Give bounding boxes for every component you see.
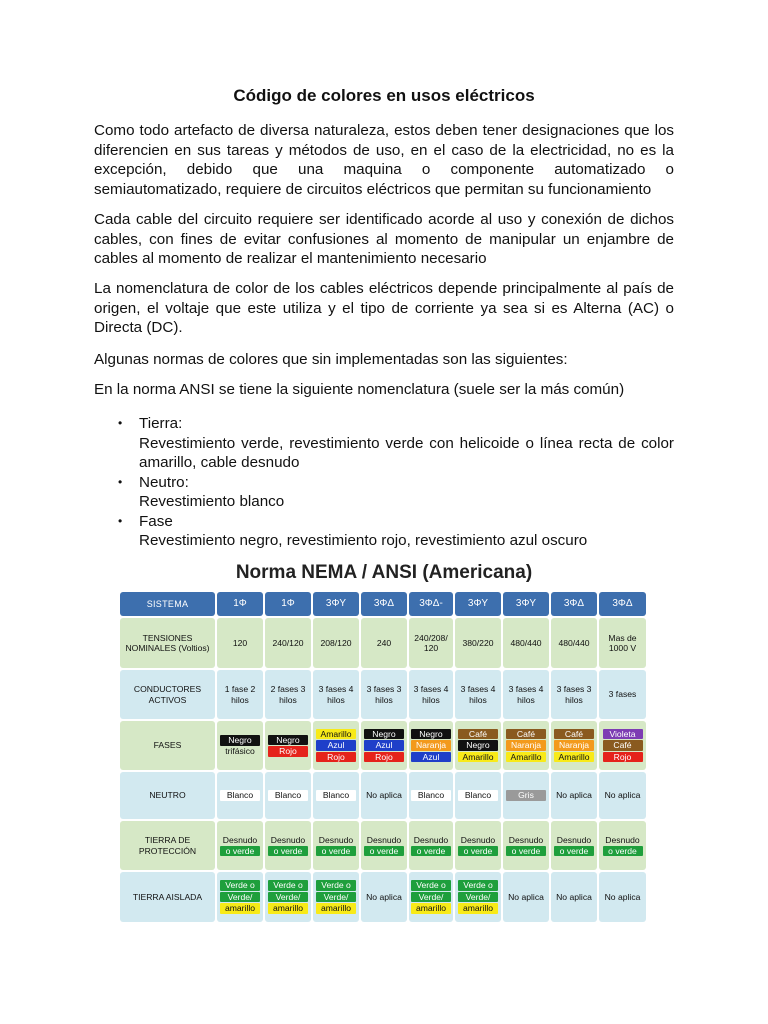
wire-color-tag: o verde bbox=[364, 846, 404, 857]
table-cell-conductores: 2 fases 3 hilos bbox=[265, 670, 311, 719]
bullet-label: Fase bbox=[139, 512, 173, 530]
wire-color-tag: Azul bbox=[364, 740, 404, 751]
bullet-text: Revestimiento negro, revestimiento rojo, revestimiento azul oscuro bbox=[139, 532, 588, 549]
wire-color-text: Desnudo bbox=[460, 834, 496, 845]
table-cell-tension: 240/120 bbox=[265, 618, 311, 668]
table-cell-tension: 240/208/ 120 bbox=[409, 618, 453, 668]
bullet-text: Revestimiento blanco bbox=[139, 493, 285, 510]
wire-color-tag: Amarillo bbox=[458, 752, 498, 763]
table-cell-neutro bbox=[551, 772, 597, 819]
bullet-icon: • bbox=[118, 474, 123, 489]
wire-color-tag: amarillo bbox=[316, 903, 356, 914]
wire-color-tag: Verde/ bbox=[220, 892, 260, 903]
wire-color-tag: o verde bbox=[220, 846, 260, 857]
wire-color-tag: amarillo bbox=[411, 903, 451, 914]
table-cell-conductores: 3 fases 4 hilos bbox=[409, 670, 453, 719]
wire-color-tag: Rojo bbox=[268, 746, 308, 757]
table-cell-tension: 480/440 bbox=[551, 618, 597, 668]
table-header-system: 3ΦΔ bbox=[599, 592, 646, 616]
table-row-label: CONDUCTORES ACTIVOS bbox=[120, 670, 215, 719]
table-cell-tierra-aislada bbox=[313, 872, 359, 922]
wire-color-tag: Blanco bbox=[411, 790, 451, 801]
table-header-system: 1Φ bbox=[265, 592, 311, 616]
table-cell-fases bbox=[313, 721, 359, 770]
wire-color-tag: Verde o bbox=[220, 880, 260, 891]
table-cell-tierra-proteccion bbox=[361, 821, 407, 870]
table-cell-conductores: 3 fases 4 hilos bbox=[503, 670, 549, 719]
wire-color-tag: o verde bbox=[506, 846, 546, 857]
table-row-label: TIERRA AISLADA bbox=[120, 872, 215, 922]
wire-color-tag: Negro bbox=[268, 735, 308, 746]
table-cell-tierra-proteccion bbox=[599, 821, 646, 870]
table-cell-conductores: 3 fases 4 hilos bbox=[455, 670, 501, 719]
table-cell-tierra-proteccion bbox=[313, 821, 359, 870]
table-cell-tierra-aislada bbox=[503, 872, 549, 922]
wire-color-tag: Verde o bbox=[316, 880, 356, 891]
table-header-system: 3ΦY bbox=[503, 592, 549, 616]
table-cell-fases bbox=[265, 721, 311, 770]
table-cell-tension: Mas de 1000 V bbox=[599, 618, 646, 668]
table-cell-neutro bbox=[503, 772, 549, 819]
wire-color-tag: Amarillo bbox=[506, 752, 546, 763]
wire-color-text: Desnudo bbox=[222, 834, 258, 845]
wire-color-text: Desnudo bbox=[605, 834, 640, 845]
table-cell-tierra-proteccion bbox=[265, 821, 311, 870]
table-cell-conductores: 1 fase 2 hilos bbox=[217, 670, 263, 719]
wire-color-tag: Blanco bbox=[316, 790, 356, 801]
bullet-text: Revestimiento verde, revestimiento verde con helicoide o línea recta de color amarillo, cable desnudo bbox=[139, 434, 674, 471]
table-cell-fases bbox=[409, 721, 453, 770]
bullet-label: Tierra: bbox=[139, 415, 183, 432]
table-cell-conductores: 3 fases 3 hilos bbox=[551, 670, 597, 719]
wire-color-tag: Café bbox=[554, 729, 594, 740]
wire-color-tag: o verde bbox=[554, 846, 594, 857]
list-item-fase bbox=[118, 512, 674, 551]
table-cell-neutro bbox=[599, 772, 646, 819]
wire-color-tag: o verde bbox=[316, 846, 356, 857]
table-cell-tierra-aislada bbox=[409, 872, 453, 922]
table-cell-conductores: 3 fases bbox=[599, 670, 646, 719]
table-header-sistema: SISTEMA bbox=[120, 592, 215, 616]
wire-color-tag: Verde/ bbox=[458, 892, 498, 903]
wire-color-tag: Café bbox=[603, 740, 643, 751]
table-cell-fases bbox=[217, 721, 263, 770]
nema-ansi-table bbox=[120, 592, 646, 924]
paragraph-intro: Como todo artefacto de diversa naturaleza, estos deben tener designaciones que los diferencien en sus tareas y métodos de uso, en el caso de la electricidad, no es la excepción, debido que una maquina o componente automatizado o semiautomatizado, requiere de circuitos eléctricos que permitan su funcionamiento bbox=[94, 122, 674, 198]
table-cell-neutro bbox=[361, 772, 407, 819]
wire-color-text: Desnudo bbox=[508, 834, 544, 845]
wire-color-tag: Verde o bbox=[458, 880, 498, 891]
wire-color-tag: No aplica bbox=[366, 790, 402, 801]
wire-color-tag: Amarillo bbox=[316, 729, 356, 740]
wire-color-tag: Verde o bbox=[268, 880, 308, 891]
table-header-system: 1Φ bbox=[217, 592, 263, 616]
table-cell-tierra-aislada bbox=[599, 872, 646, 922]
wire-color-tag: Rojo bbox=[603, 752, 643, 763]
paragraph-ansi-intro: En la norma ANSI se tiene la siguiente nomenclatura (suele ser la más común) bbox=[94, 381, 625, 398]
wire-color-tag: No aplica bbox=[556, 790, 592, 801]
wire-color-tag: Café bbox=[506, 729, 546, 740]
table-cell-fases bbox=[455, 721, 501, 770]
wire-color-tag: Café bbox=[458, 729, 498, 740]
table-header-system: 3ΦΔ- bbox=[409, 592, 453, 616]
wire-color-text: Desnudo bbox=[318, 834, 354, 845]
wire-color-tag: Negro bbox=[411, 729, 451, 740]
table-cell-conductores: 3 fases 3 hilos bbox=[361, 670, 407, 719]
table-cell-tension: 480/440 bbox=[503, 618, 549, 668]
wire-color-tag: o verde bbox=[411, 846, 451, 857]
table-cell-neutro bbox=[313, 772, 359, 819]
wire-color-tag: amarillo bbox=[220, 903, 260, 914]
table-row-label: TIERRA DE PROTECCIÓN bbox=[120, 821, 215, 870]
wire-color-tag: Gris bbox=[506, 790, 546, 801]
table-cell-neutro bbox=[409, 772, 453, 819]
table-cell-neutro bbox=[455, 772, 501, 819]
wire-color-tag: Naranja bbox=[554, 740, 594, 751]
table-cell-tierra-aislada bbox=[265, 872, 311, 922]
wire-color-text: Desnudo bbox=[366, 834, 402, 845]
table-cell-tierra-aislada bbox=[551, 872, 597, 922]
paragraph-norms-intro: Algunas normas de colores que sin implementadas son las siguientes: bbox=[94, 351, 568, 368]
wire-color-tag: Verde/ bbox=[268, 892, 308, 903]
table-cell-fases bbox=[551, 721, 597, 770]
table-cell-fases bbox=[361, 721, 407, 770]
wire-color-tag: amarillo bbox=[268, 903, 308, 914]
wire-color-tag: Blanco bbox=[268, 790, 308, 801]
table-title: Norma NEMA / ANSI (Americana) bbox=[235, 562, 533, 583]
table-cell-tierra-aislada bbox=[361, 872, 407, 922]
table-cell-tension: 380/220 bbox=[455, 618, 501, 668]
wire-color-tag: Azul bbox=[411, 752, 451, 763]
wire-color-tag: o verde bbox=[458, 846, 498, 857]
table-cell-tension: 240 bbox=[361, 618, 407, 668]
table-cell-tierra-proteccion bbox=[503, 821, 549, 870]
wire-color-tag: Amarillo bbox=[554, 752, 594, 763]
table-cell-tierra-proteccion bbox=[455, 821, 501, 870]
wire-color-tag: Violeta bbox=[603, 729, 643, 740]
wire-color-tag: amarillo bbox=[458, 903, 498, 914]
wire-color-tag: Verde/ bbox=[316, 892, 356, 903]
page-title: Código de colores en usos eléctricos bbox=[233, 86, 535, 105]
wire-color-tag: Verde/ bbox=[411, 892, 451, 903]
wire-color-text: Desnudo bbox=[556, 834, 592, 845]
wire-color-tag: Azul bbox=[316, 740, 356, 751]
table-cell-tierra-proteccion bbox=[409, 821, 453, 870]
paragraph-nomenclature: La nomenclatura de color de los cables eléctricos depende principalmente al país de origen, el voltaje que este utiliza y el tipo de corriente ya sea si es Alterna (AC) o Directa (DC). bbox=[94, 280, 674, 336]
bullet-icon: • bbox=[118, 416, 123, 430]
wire-color-tag: Negro bbox=[458, 740, 498, 751]
bullet-icon: • bbox=[118, 513, 123, 528]
wire-color-text: No aplica bbox=[508, 891, 544, 902]
wire-color-tag: Blanco bbox=[458, 790, 498, 801]
table-cell-conductores: 3 fases 4 hilos bbox=[313, 670, 359, 719]
wire-color-tag: o verde bbox=[268, 846, 308, 857]
ansi-bullet-list bbox=[118, 414, 674, 551]
wire-color-text: No aplica bbox=[604, 891, 641, 902]
table-cell-tierra-aislada bbox=[217, 872, 263, 922]
table-cell-neutro bbox=[217, 772, 263, 819]
wire-color-tag: No aplica bbox=[604, 790, 641, 801]
wire-color-tag: Naranja bbox=[506, 740, 546, 751]
list-item-neutro bbox=[118, 473, 674, 512]
table-cell-fases bbox=[599, 721, 646, 770]
table-row-label: NEUTRO bbox=[120, 772, 215, 819]
wire-color-tag: Naranja bbox=[411, 740, 451, 751]
wire-color-tag: Negro bbox=[220, 735, 260, 746]
table-cell-tension: 120 bbox=[217, 618, 263, 668]
table-row-label: TENSIONES NOMINALES (Voltios) bbox=[120, 618, 215, 668]
list-item-tierra bbox=[118, 414, 674, 473]
wire-color-tag: Verde o bbox=[411, 880, 451, 891]
table-cell-tierra-proteccion bbox=[551, 821, 597, 870]
table-header-system: 3ΦY bbox=[313, 592, 359, 616]
bullet-label: Neutro: bbox=[139, 473, 189, 491]
wire-color-tag: Rojo bbox=[316, 752, 356, 763]
table-header-system: 3ΦY bbox=[455, 592, 501, 616]
wire-color-text: Desnudo bbox=[270, 834, 306, 845]
wire-color-tag: o verde bbox=[603, 846, 643, 857]
table-cell-tension: 208/120 bbox=[313, 618, 359, 668]
table-header-system: 3ΦΔ bbox=[361, 592, 407, 616]
table-cell-tierra-proteccion bbox=[217, 821, 263, 870]
table-row-label: FASES bbox=[120, 721, 215, 770]
wire-color-text: No aplica bbox=[556, 891, 592, 902]
table-header-system: 3ΦΔ bbox=[551, 592, 597, 616]
wire-color-text: No aplica bbox=[366, 891, 402, 902]
wire-color-tag: trifásico bbox=[225, 746, 255, 756]
table-cell-neutro bbox=[265, 772, 311, 819]
wire-color-tag: Negro bbox=[364, 729, 404, 740]
wire-color-text: Desnudo bbox=[413, 834, 449, 845]
paragraph-cable-identification: Cada cable del circuito requiere ser identificado acorde al uso y conexión de dichos cables, con fines de evitar confusiones al momento de manipular un enjambre de cables al momento de realizar el mantenimiento necesario bbox=[94, 211, 674, 267]
table-cell-fases bbox=[503, 721, 549, 770]
table-cell-tierra-aislada bbox=[455, 872, 501, 922]
wire-color-tag: Blanco bbox=[220, 790, 260, 801]
wire-color-tag: Rojo bbox=[364, 752, 404, 763]
